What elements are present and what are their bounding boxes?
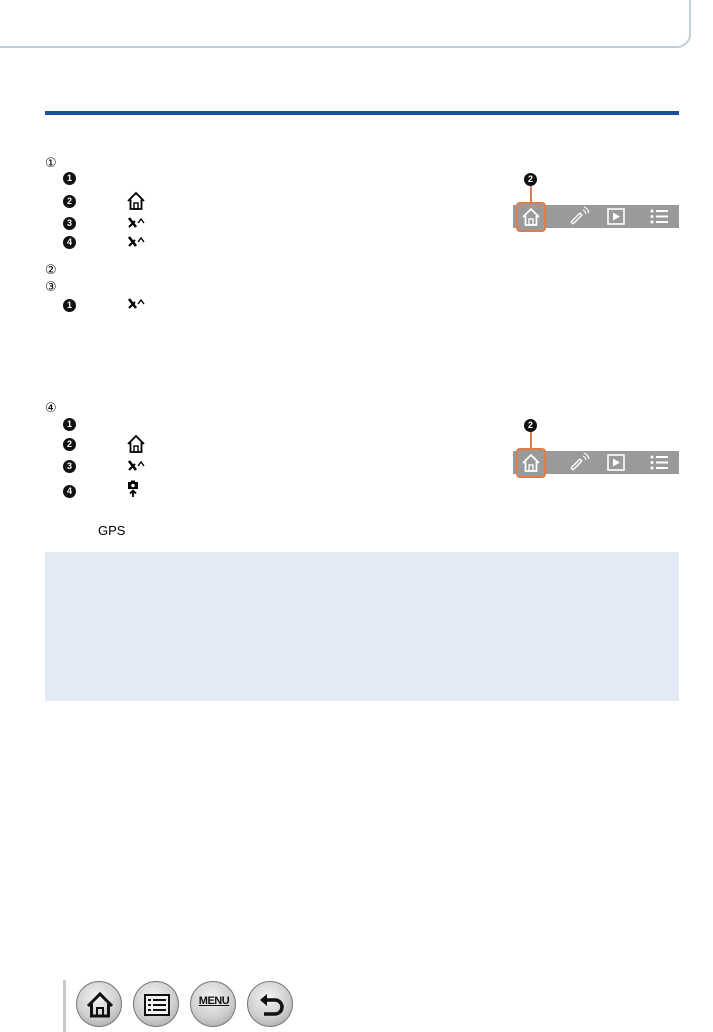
home-icon: [521, 207, 541, 227]
callout-number: 2: [524, 173, 537, 186]
step-marker-2: ②: [45, 262, 57, 277]
substep-number-2: 2: [63, 195, 76, 208]
menu-label: MENU: [198, 995, 230, 1007]
substep-number-4: 4: [63, 485, 76, 498]
play-icon: [601, 205, 631, 228]
header-tab: [0, 0, 691, 48]
list-icon: [645, 451, 675, 474]
satellite-icon: [128, 215, 146, 231]
callout-line: [530, 432, 532, 448]
substep-number-1: 1: [63, 299, 76, 312]
callout-number: 2: [524, 419, 537, 432]
wireless-icon: [563, 451, 593, 474]
back-icon: [248, 982, 294, 1028]
list-icon: [645, 205, 675, 228]
back-button[interactable]: [247, 981, 293, 1027]
substep-number-2: 2: [63, 438, 76, 451]
wireless-icon: [563, 205, 593, 228]
substep-number-3: 3: [63, 460, 76, 473]
note-box: [45, 552, 679, 701]
callout-line: [530, 186, 532, 202]
satellite-icon: [128, 234, 146, 250]
menu-button[interactable]: [190, 981, 236, 1027]
section-rule: [45, 111, 679, 115]
step-marker-3: ③: [45, 279, 57, 294]
contents-icon: [134, 982, 180, 1028]
home-icon: [126, 434, 146, 454]
footer-bar: [63, 980, 66, 1032]
camera-upload-icon: [127, 480, 139, 498]
home-icon: [521, 453, 541, 473]
substep-number-3: 3: [63, 217, 76, 230]
satellite-icon: [128, 296, 146, 312]
substep-number-4: 4: [63, 236, 76, 249]
home-button[interactable]: [76, 981, 122, 1027]
home-menu-highlight: [516, 448, 546, 478]
home-icon: [126, 191, 146, 211]
step-marker-4: ④: [45, 400, 57, 415]
substep-number-1: 1: [63, 172, 76, 185]
home-icon: [77, 982, 123, 1028]
step-marker-1: ①: [45, 155, 57, 170]
satellite-icon: [128, 458, 146, 474]
play-icon: [601, 451, 631, 474]
contents-button[interactable]: [133, 981, 179, 1027]
gps-label: GPS: [98, 523, 126, 538]
home-menu-highlight: [516, 202, 546, 232]
substep-number-1: 1: [63, 418, 76, 431]
